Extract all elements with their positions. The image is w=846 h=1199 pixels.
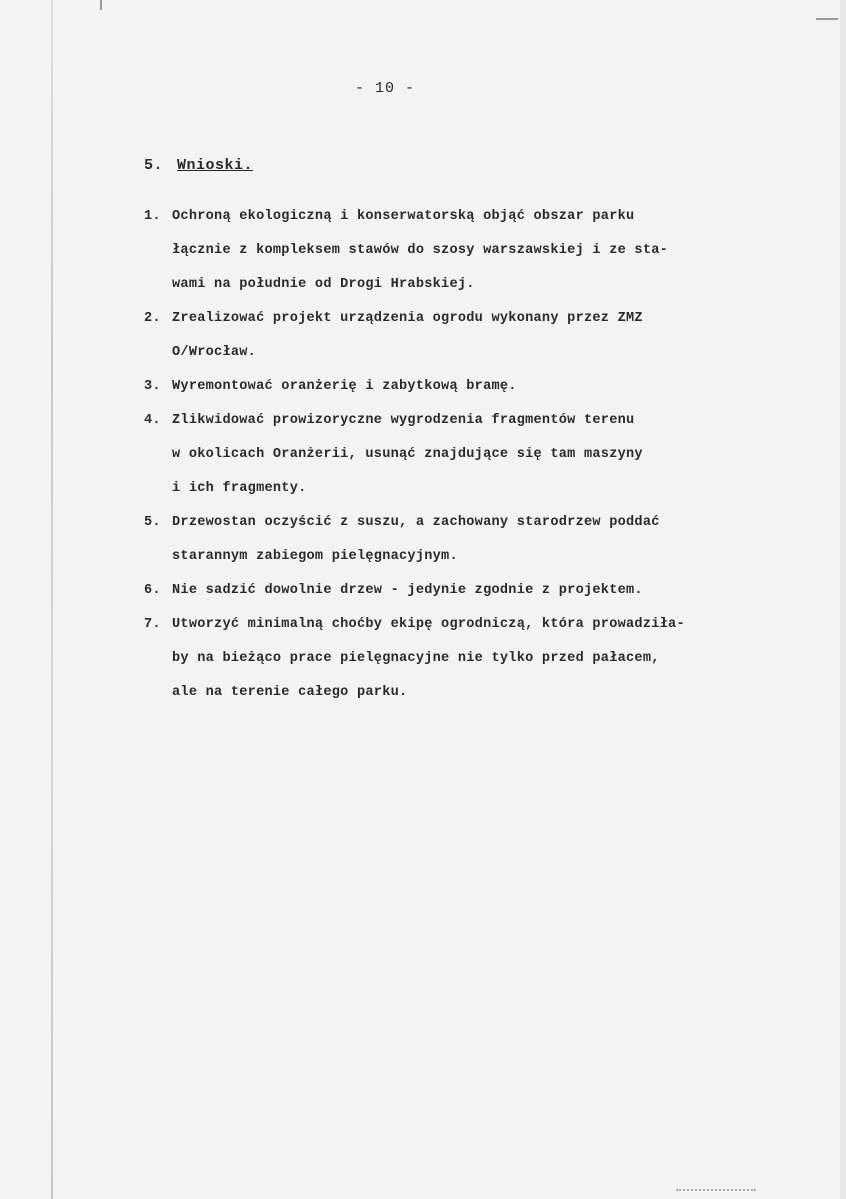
- list-item-text: Wyremontować oranżerię i zabytkową bramę.: [172, 379, 517, 394]
- list-item: [144, 302, 804, 370]
- list-item-number: 5.: [144, 515, 161, 530]
- list-item-text: Utworzyć minimalną choćby ekipę ogrodniczą, która prowadziła- by na bieżąco prace pielęgnacyjne nie tylko przed pałacem, ale na terenie całego parku.: [172, 617, 685, 700]
- scan-edge-right: [840, 0, 846, 1199]
- section-heading: [144, 157, 253, 174]
- list-item: [144, 200, 804, 302]
- list-item-number: 7.: [144, 617, 161, 632]
- list-item-text: Ochroną ekologiczną i konserwatorską objąć obszar parku łącznie z kompleksem stawów do szosy warszawskiej i ze sta- wami na południe od Drogi Hrabskiej.: [172, 209, 669, 292]
- list-item: [144, 506, 804, 574]
- scan-mark-top-right: [816, 18, 838, 20]
- list-item-text: Drzewostan oczyścić z suszu, a zachowany starodrzew poddać starannym zabiegom pielęgnacyjnym.: [172, 515, 660, 564]
- list-item: [144, 574, 804, 608]
- section-number: 5.: [144, 157, 164, 174]
- page-number: - 10 -: [354, 80, 415, 97]
- scan-mark-bottom: [676, 1183, 756, 1191]
- list-item-number: 4.: [144, 413, 161, 428]
- list-item: [144, 404, 804, 506]
- section-title: Wnioski.: [177, 157, 254, 174]
- list-item-number: 1.: [144, 209, 161, 224]
- list-item-number: 6.: [144, 583, 161, 598]
- list-item-text: Zrealizować projekt urządzenia ogrodu wykonany przez ZMZ O/Wrocław.: [172, 311, 643, 360]
- list-item-number: 2.: [144, 311, 161, 326]
- list-item-text: Nie sadzić dowolnie drzew - jedynie zgodnie z projektem.: [172, 583, 643, 598]
- conclusions-list: [144, 200, 804, 710]
- list-item: [144, 370, 804, 404]
- scan-mark-top-left: [100, 0, 102, 10]
- scan-edge-left: [51, 0, 53, 1199]
- list-item-number: 3.: [144, 379, 161, 394]
- list-item: [144, 608, 804, 710]
- list-item-text: Zlikwidować prowizoryczne wygrodzenia fragmentów terenu w okolicach Oranżerii, usunąć znajdujące się tam maszyny i ich fragmenty.: [172, 413, 643, 496]
